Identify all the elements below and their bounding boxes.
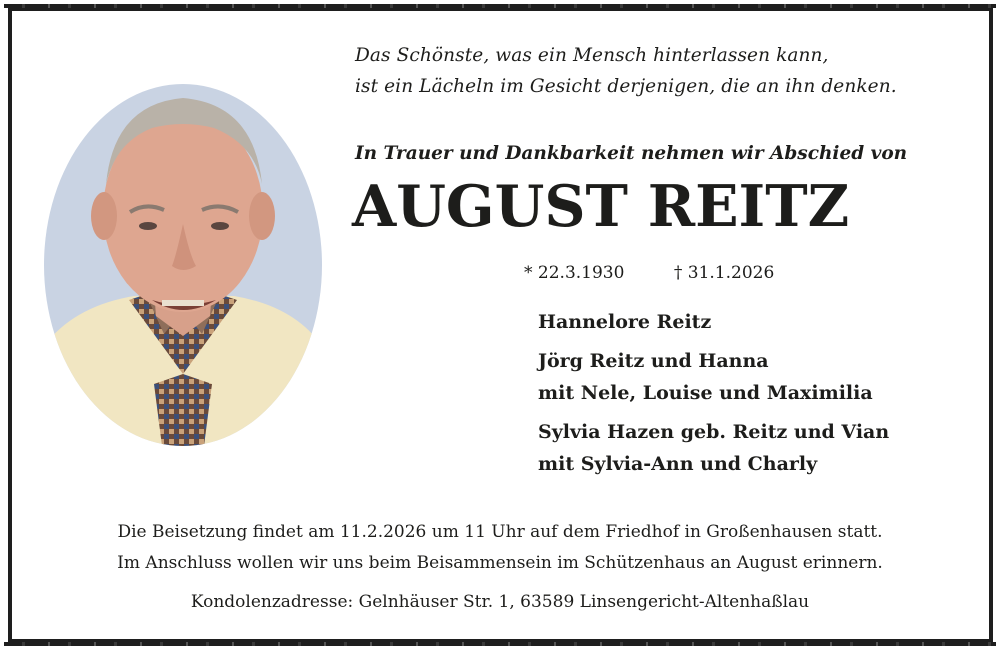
mourners-list [538,306,889,487]
condolence-address: Kondolenzadresse: Gelnhäuser Str. 1, 63589 Linsengericht-Altenhaßlau [190,592,810,612]
mourner-group [538,416,889,480]
mourner-group [538,345,889,409]
quote-line-2: ist ein Lächeln im Gesicht derjenigen, die an ihn denken. [355,76,897,97]
mourner-group [538,306,889,338]
funeral-details [0,517,1000,579]
mourner-line: Jörg Reitz und Hanna [538,350,769,372]
deceased-name: AUGUST REITZ [352,173,850,240]
frame-edge-top [4,4,996,8]
funeral-line-1: Die Beisetzung findet am 11.2.2026 um 11 Uhr auf dem Friedhof in Großenhausen statt. [117,522,883,542]
mourner-line: Sylvia Hazen geb. Reitz und Vian [538,421,890,443]
memorial-quote [355,40,975,102]
frame-edge-bottom [4,642,996,646]
life-dates [524,263,774,283]
mourner-line: mit Sylvia-Ann und Charly [538,453,818,475]
mourner-line: mit Nele, Louise und Maximilia [538,382,873,404]
death-date: † 31.1.2026 [673,263,775,283]
birth-date: * 22.3.1930 [524,263,625,283]
mourner-line: Hannelore Reitz [538,311,712,333]
funeral-line-2: Im Anschluss wollen wir uns beim Beisammensein im Schützenhaus an August erinnern. [117,553,883,573]
portrait-photo [44,84,322,446]
farewell-intro: In Trauer und Dankbarkeit nehmen wir Abschied von [355,143,908,164]
quote-line-1: Das Schönste, was ein Mensch hinterlassen kann, [355,45,829,66]
